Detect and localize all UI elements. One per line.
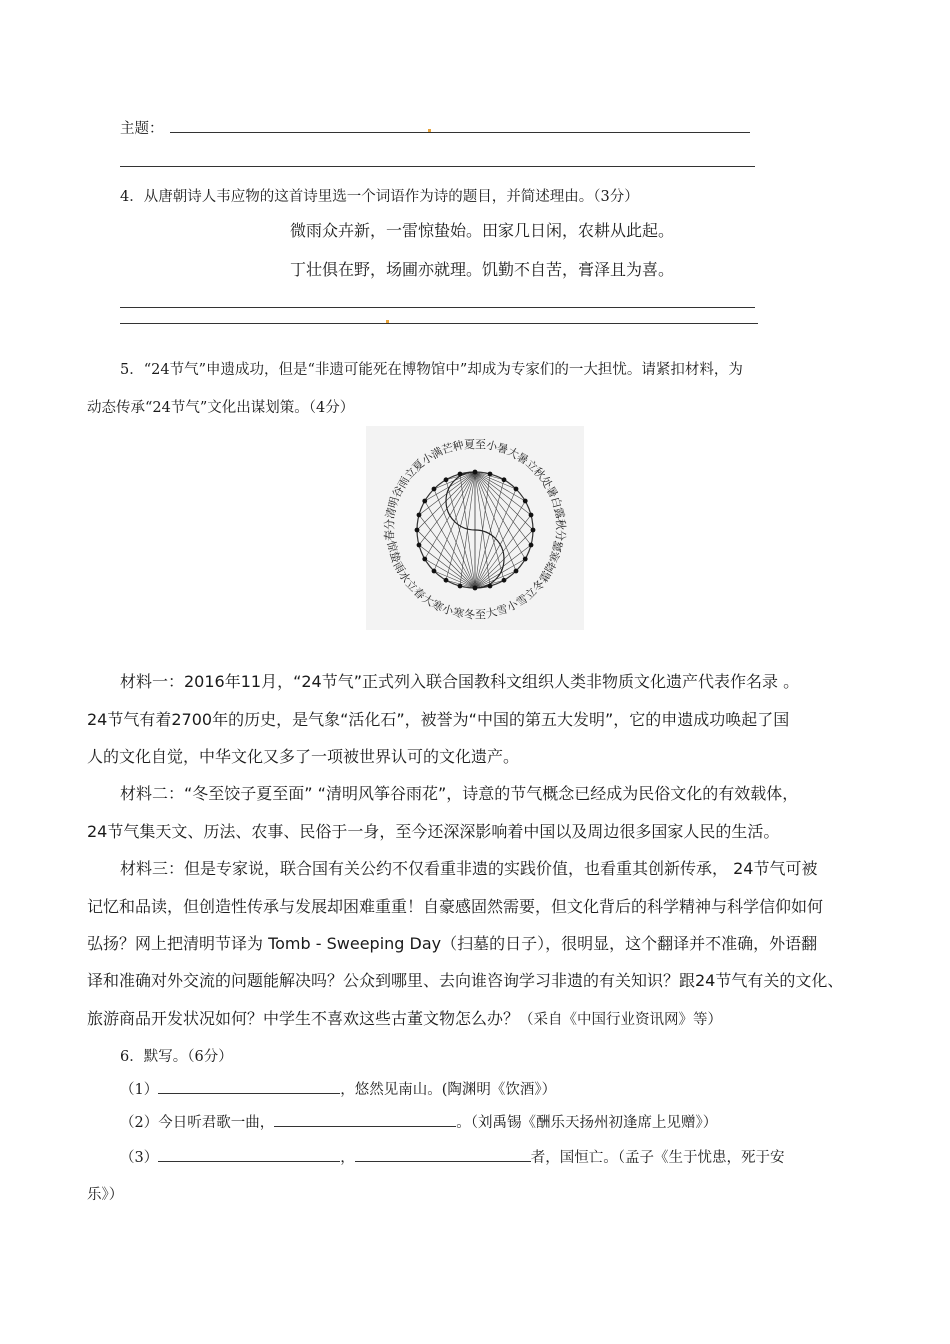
wheel-term-label: 秋分	[554, 519, 567, 541]
wheel-term-label: 大暑	[504, 444, 531, 468]
theme-answer-line[interactable]	[170, 132, 750, 133]
wheel-term-label: 霜降	[537, 559, 560, 586]
wheel-node-dot	[531, 528, 536, 533]
material3-line-2: 记忆和品读，但创造性传承与发展却困难重重！自豪感固然需要，但文化背后的科学精神与科学信仰如何	[87, 897, 824, 916]
q6-item-1-text: ，悠然见南山。(陶渊明《饮酒》）	[340, 1082, 557, 1098]
wheel-chord	[475, 472, 504, 580]
material1-line-3: 人的文化自觉，中华文化又多了一项被世界认可的文化遗产。	[87, 747, 520, 766]
wheel-node-dot	[529, 513, 534, 518]
wheel-term-label: 小雪	[504, 592, 531, 615]
wheel-term-label: 芒种	[440, 438, 466, 457]
wheel-term-label: 小暑	[484, 438, 510, 457]
wheel-term-label: 清明	[383, 495, 402, 521]
q6-item-3-blank-2[interactable]	[355, 1147, 531, 1162]
wheel-node-dot	[444, 578, 449, 583]
q4-prompt: 4．从唐朝诗人韦应物的这首诗里选一个词语作为诗的题目，并简述理由。（3分）	[120, 189, 639, 205]
q6-item-2	[120, 1111, 717, 1132]
q4-answer-line-2[interactable]	[120, 323, 758, 324]
wheel-term-label: 小满	[419, 444, 446, 468]
wheel-node-dot	[458, 472, 463, 477]
wheel-node-dot	[473, 586, 478, 591]
material3-line-1: 材料三：但是专家说，联合国有关公约不仅看重非遗的实践价值，也看重其创新传承， 24节气可被	[120, 859, 818, 878]
q6-item-3-number: （3）	[120, 1150, 159, 1166]
wheel-node-dot	[422, 557, 427, 562]
wheel-node-dot	[415, 528, 420, 533]
q6-item-3	[120, 1146, 784, 1167]
q4-answer-line-1[interactable]	[120, 307, 755, 308]
q6-item-2-number: （2）	[120, 1115, 159, 1131]
wheel-chord	[425, 559, 475, 588]
material2-line-2: 24节气集天文、历法、农事、民俗于一身，至今还深深影响着中国以及周边很多国家人民的生活。	[87, 822, 780, 841]
q6-prompt: 6．默写。（6分）	[120, 1049, 233, 1065]
wheel-term-label: 雨水	[390, 559, 413, 586]
mark-dot	[386, 320, 389, 323]
q6-item-2-pre: 今日听君歌一曲，	[158, 1115, 275, 1131]
wheel-term-label: 惊蛰	[384, 539, 403, 565]
wheel-term-label: 谷雨	[389, 474, 413, 501]
q6-item-2-post: 。（刘禹锡《酬乐天扬州初逢席上见赠》）	[456, 1115, 718, 1131]
wheel-node-dot	[417, 513, 422, 518]
mark-dot	[428, 129, 431, 132]
wheel-node-dot	[514, 569, 519, 574]
wheel-term-label: 冬至	[464, 608, 486, 621]
wheel-chord	[475, 472, 516, 571]
wheel-node-dot	[523, 499, 528, 504]
q5-prompt-line-1: 5．“24节气”申遗成功，但是“非遗可能死在博物馆中”却成为专家们的一大担忧。请紧扣材料，为	[120, 362, 743, 378]
wheel-term-label: 小寒	[440, 602, 466, 621]
wheel-node-dot	[458, 584, 463, 589]
wheel-node-dot	[488, 584, 493, 589]
wheel-term-label: 大雪	[484, 602, 510, 621]
material1-line-2: 24节气有着2700年的历史，是气象“活化石”，被誉为“中国的第五大发明”，它的申遗成功唤起了国	[87, 710, 790, 729]
theme-answer-line-2[interactable]	[120, 166, 755, 167]
wheel-chord	[446, 480, 475, 588]
q6-item-2-blank[interactable]	[274, 1112, 456, 1127]
material2-line-1: 材料二：“冬至饺子夏至面” “清明风筝谷雨花”，诗意的节气概念已经成为民俗文化的有效载体，	[120, 784, 799, 803]
wheel-term-label: 立冬	[522, 577, 548, 603]
wheel-chord	[434, 489, 475, 588]
wheel-term-label: 寒露	[547, 539, 566, 565]
wheel-node-dot	[502, 477, 507, 482]
q6-item-1-number: （1）	[120, 1082, 159, 1098]
solar-terms-wheel	[366, 426, 584, 630]
wheel-node-dot	[473, 470, 478, 475]
wheel-node-dot	[432, 487, 437, 492]
q6-item-1	[120, 1078, 556, 1099]
material3-last-sentence: 旅游商品开发状况如何？中学生不喜欢这些古董文物怎么办？	[87, 1009, 520, 1028]
material1-line-1: 材料一：2016年11月，“24节气”正式列入联合国教科文组织人类非物质文化遗产代表作名录 。	[120, 672, 800, 691]
wheel-node-dot	[432, 569, 437, 574]
wheel-chord	[425, 501, 475, 588]
wheel-chord	[475, 472, 525, 501]
wheel-term-label: 大寒	[419, 592, 446, 615]
material3-line-4: 译和准确对外交流的问题能解决吗？公众到哪里、去向谁咨询学习非遗的有关知识？跟24节气有关的文化、	[87, 971, 844, 990]
wheel-term-label: 立秋	[523, 457, 548, 482]
material3-line-5	[87, 1006, 722, 1029]
wheel-node-dot	[529, 543, 534, 548]
wheel-term-label: 白露	[548, 495, 567, 521]
q6-item-3-post: 者，国恒亡。（孟子《生于忧患，死于安	[530, 1150, 785, 1166]
wheel-node-dot	[523, 557, 528, 562]
wheel-term-label: 夏至	[464, 438, 486, 451]
wheel-term-label: 春分	[383, 519, 396, 541]
wheel-node-dot	[417, 543, 422, 548]
q6-item-3-comma: ，	[340, 1150, 355, 1166]
wheel-term-label: 立春	[402, 577, 428, 603]
wheel-node-dot	[422, 499, 427, 504]
theme-label: 主题：	[120, 121, 164, 137]
q6-item-1-blank[interactable]	[158, 1079, 340, 1094]
solar-terms-wheel-figure	[366, 426, 584, 630]
wheel-chord	[475, 472, 525, 559]
q6-item-3-blank-1[interactable]	[158, 1147, 340, 1162]
material3-line-3: 弘扬？网上把清明节译为 Tomb - Sweeping Day（扫墓的日子），很明显，这个翻译并不准确，外语翻	[87, 934, 818, 953]
wheel-node-dot	[488, 472, 493, 477]
wheel-node-dot	[502, 578, 507, 583]
wheel-node-dot	[444, 477, 449, 482]
q4-poem-line-1: 微雨众卉新，一雷惊蛰始。田家几日闲，农耕从此起。	[290, 221, 675, 240]
material3-source: （采自《中国行业资讯网》等）	[519, 1012, 723, 1028]
q5-prompt-line-2: 动态传承“24节气”文化出谋划策。（4分）	[87, 400, 355, 416]
q6-item-3-continued: 乐》）	[87, 1187, 124, 1203]
wheel-node-dot	[514, 487, 519, 492]
q4-poem-line-2: 丁壮俱在野，场圃亦就理。饥勤不自苦，膏泽且为喜。	[290, 260, 675, 279]
wheel-term-label: 处暑	[537, 474, 561, 501]
wheel-term-label: 立夏	[402, 457, 427, 482]
